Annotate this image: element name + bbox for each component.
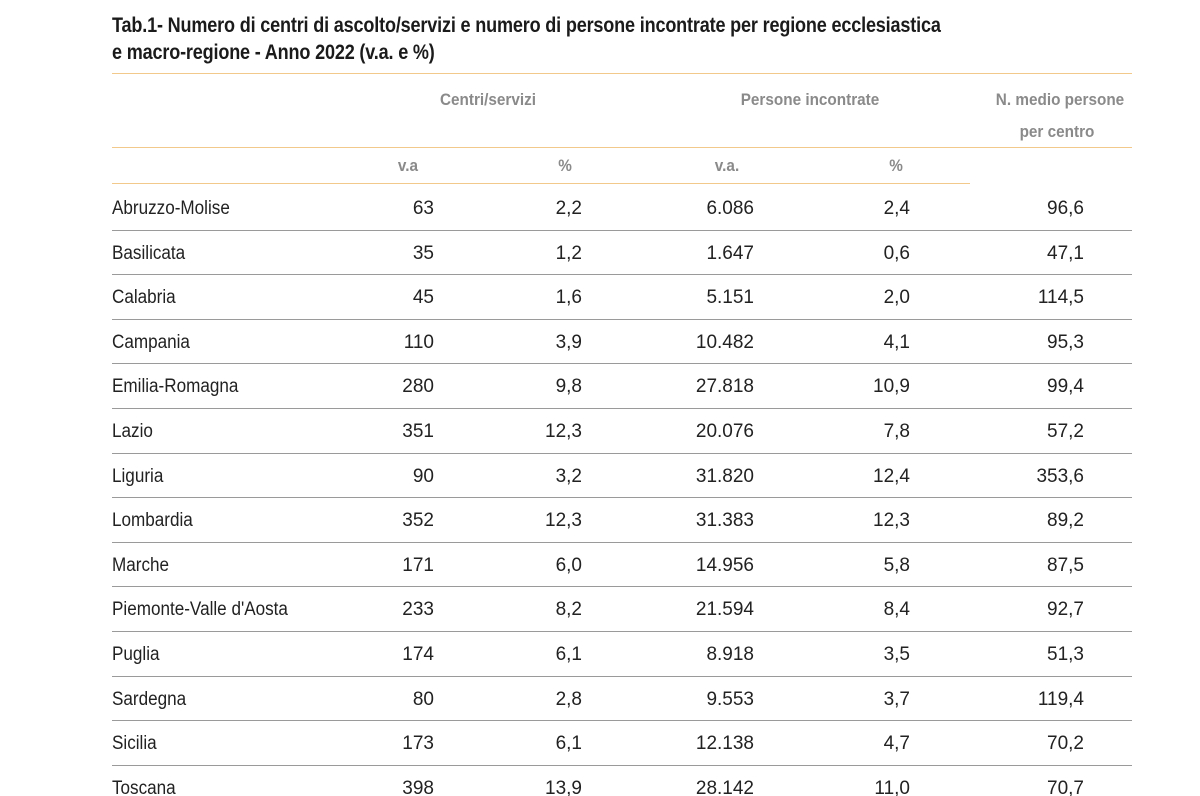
row-divider bbox=[112, 676, 1132, 677]
subheader-rule bbox=[112, 183, 970, 184]
centri-pct-cell: 13,9 bbox=[545, 778, 582, 796]
medio-cell: 70,2 bbox=[1047, 733, 1084, 754]
row-divider bbox=[112, 497, 1132, 498]
table-row bbox=[0, 276, 1200, 320]
centri-va-cell: 352 bbox=[402, 510, 434, 531]
centri-va-cell: 398 bbox=[402, 778, 434, 796]
subheader-persone-pct: % bbox=[889, 156, 903, 175]
table-title-line-1: Tab.1- Numero di centri di ascolto/servizi e numero di persone incontrate per regione ecclesiastica bbox=[112, 14, 941, 37]
centri-va-cell: 110 bbox=[403, 332, 434, 353]
persone-pct-cell: 10,9 bbox=[873, 376, 910, 397]
persone-pct-cell: 2,4 bbox=[883, 198, 910, 219]
row-divider bbox=[112, 631, 1132, 632]
row-divider bbox=[112, 408, 1132, 409]
subheader-centri-pct: % bbox=[558, 156, 572, 175]
table-row bbox=[0, 365, 1200, 409]
medio-cell: 96,6 bbox=[1047, 198, 1084, 219]
medio-cell: 70,7 bbox=[1047, 778, 1084, 796]
row-divider bbox=[112, 720, 1132, 721]
table-row bbox=[0, 544, 1200, 588]
region-cell: Campania bbox=[112, 332, 190, 353]
medio-cell: 119,4 bbox=[1037, 689, 1084, 710]
table-row bbox=[0, 767, 1200, 796]
centri-pct-cell: 6,1 bbox=[555, 733, 582, 754]
subheader-persone-va: v.a. bbox=[714, 156, 740, 175]
persone-pct-cell: 0,6 bbox=[883, 243, 910, 264]
persone-va-cell: 20.076 bbox=[695, 421, 754, 442]
table-row bbox=[0, 722, 1200, 766]
row-divider bbox=[112, 230, 1132, 231]
persone-pct-cell: 5,8 bbox=[883, 555, 910, 576]
centri-pct-cell: 2,8 bbox=[555, 689, 582, 710]
region-cell: Puglia bbox=[112, 644, 160, 665]
persone-pct-cell: 3,7 bbox=[883, 689, 910, 710]
row-divider bbox=[112, 363, 1132, 364]
persone-pct-cell: 12,4 bbox=[873, 466, 910, 487]
centri-pct-cell: 12,3 bbox=[545, 510, 582, 531]
medio-cell: 114,5 bbox=[1037, 287, 1084, 308]
medio-cell: 353,6 bbox=[1036, 466, 1084, 487]
persone-va-cell: 9.553 bbox=[706, 689, 754, 710]
row-divider bbox=[112, 274, 1132, 275]
medio-cell: 51,3 bbox=[1047, 644, 1084, 665]
header-persone-incontrate: Persone incontrate bbox=[740, 90, 880, 109]
persone-va-cell: 10.482 bbox=[695, 332, 754, 353]
centri-pct-cell: 3,9 bbox=[555, 332, 582, 353]
persone-va-cell: 31.820 bbox=[695, 466, 754, 487]
region-cell: Marche bbox=[112, 555, 170, 576]
header-medio-line-2: per centro bbox=[1019, 122, 1095, 141]
centri-pct-cell: 12,3 bbox=[545, 421, 582, 442]
persone-pct-cell: 3,5 bbox=[883, 644, 910, 665]
region-cell: Calabria bbox=[112, 287, 176, 308]
row-divider bbox=[112, 586, 1132, 587]
persone-va-cell: 8.918 bbox=[706, 644, 754, 665]
row-divider bbox=[112, 319, 1132, 320]
persone-pct-cell: 4,7 bbox=[883, 733, 910, 754]
header-top-rule bbox=[112, 73, 1132, 74]
centri-va-cell: 45 bbox=[412, 287, 434, 308]
region-cell: Sardegna bbox=[112, 689, 187, 710]
persone-pct-cell: 12,3 bbox=[873, 510, 910, 531]
persone-va-cell: 5.151 bbox=[706, 287, 754, 308]
table-row bbox=[0, 678, 1200, 722]
persone-va-cell: 28.142 bbox=[695, 778, 754, 796]
medio-cell: 95,3 bbox=[1047, 332, 1084, 353]
medio-cell: 57,2 bbox=[1047, 421, 1084, 442]
persone-va-cell: 21.594 bbox=[695, 599, 754, 620]
region-cell: Lazio bbox=[112, 421, 153, 442]
table-title bbox=[112, 12, 972, 66]
centri-pct-cell: 1,6 bbox=[555, 287, 582, 308]
persone-pct-cell: 4,1 bbox=[883, 332, 910, 353]
persone-va-cell: 12.138 bbox=[695, 733, 754, 754]
centri-pct-cell: 9,8 bbox=[555, 376, 582, 397]
centri-va-cell: 174 bbox=[402, 644, 434, 665]
region-cell: Piemonte-Valle d'Aosta bbox=[112, 599, 288, 620]
centri-pct-cell: 1,2 bbox=[555, 243, 582, 264]
centri-va-cell: 280 bbox=[402, 376, 434, 397]
centri-va-cell: 351 bbox=[402, 421, 434, 442]
subheader-centri-va: v.a bbox=[397, 156, 419, 175]
persone-pct-cell: 2,0 bbox=[883, 287, 910, 308]
table-row bbox=[0, 187, 1200, 231]
region-cell: Emilia-Romagna bbox=[112, 376, 239, 397]
medio-cell: 99,4 bbox=[1047, 376, 1084, 397]
centri-va-cell: 233 bbox=[402, 599, 434, 620]
centri-va-cell: 63 bbox=[412, 198, 434, 219]
centri-va-cell: 35 bbox=[412, 243, 434, 264]
medio-cell: 47,1 bbox=[1047, 243, 1084, 264]
persone-pct-cell: 8,4 bbox=[883, 599, 910, 620]
region-cell: Liguria bbox=[112, 466, 164, 487]
region-cell: Sicilia bbox=[112, 733, 157, 754]
row-divider bbox=[112, 765, 1132, 766]
header-centri-servizi: Centri/servizi bbox=[439, 90, 537, 109]
region-cell: Basilicata bbox=[112, 243, 186, 264]
table-row bbox=[0, 633, 1200, 677]
table-row bbox=[0, 455, 1200, 499]
centri-va-cell: 171 bbox=[402, 555, 434, 576]
persone-va-cell: 27.818 bbox=[695, 376, 754, 397]
table-title-line-2: e macro-regione - Anno 2022 (v.a. e %) bbox=[112, 41, 435, 64]
centri-pct-cell: 8,2 bbox=[555, 599, 582, 620]
medio-cell: 87,5 bbox=[1047, 555, 1084, 576]
header-medio-line-1: N. medio persone bbox=[995, 90, 1125, 109]
centri-va-cell: 80 bbox=[412, 689, 434, 710]
medio-cell: 92,7 bbox=[1047, 599, 1084, 620]
table-row bbox=[0, 588, 1200, 632]
persone-va-cell: 6.086 bbox=[706, 198, 754, 219]
region-cell: Toscana bbox=[112, 778, 176, 796]
centri-pct-cell: 2,2 bbox=[555, 198, 582, 219]
persone-pct-cell: 7,8 bbox=[883, 421, 910, 442]
centri-va-cell: 90 bbox=[412, 466, 434, 487]
header-middle-rule bbox=[112, 147, 1132, 148]
table-row bbox=[0, 232, 1200, 276]
region-cell: Abruzzo-Molise bbox=[112, 198, 230, 219]
row-divider bbox=[112, 542, 1132, 543]
persone-va-cell: 31.383 bbox=[695, 510, 754, 531]
centri-pct-cell: 6,1 bbox=[555, 644, 582, 665]
table-row bbox=[0, 499, 1200, 543]
persone-va-cell: 1.647 bbox=[706, 243, 754, 264]
table-row bbox=[0, 410, 1200, 454]
region-cell: Lombardia bbox=[112, 510, 193, 531]
persone-va-cell: 14.956 bbox=[695, 555, 754, 576]
row-divider bbox=[112, 453, 1132, 454]
centri-pct-cell: 3,2 bbox=[555, 466, 582, 487]
table-row bbox=[0, 321, 1200, 365]
centri-va-cell: 173 bbox=[402, 733, 434, 754]
medio-cell: 89,2 bbox=[1047, 510, 1084, 531]
centri-pct-cell: 6,0 bbox=[555, 555, 582, 576]
persone-pct-cell: 11,0 bbox=[874, 778, 910, 796]
